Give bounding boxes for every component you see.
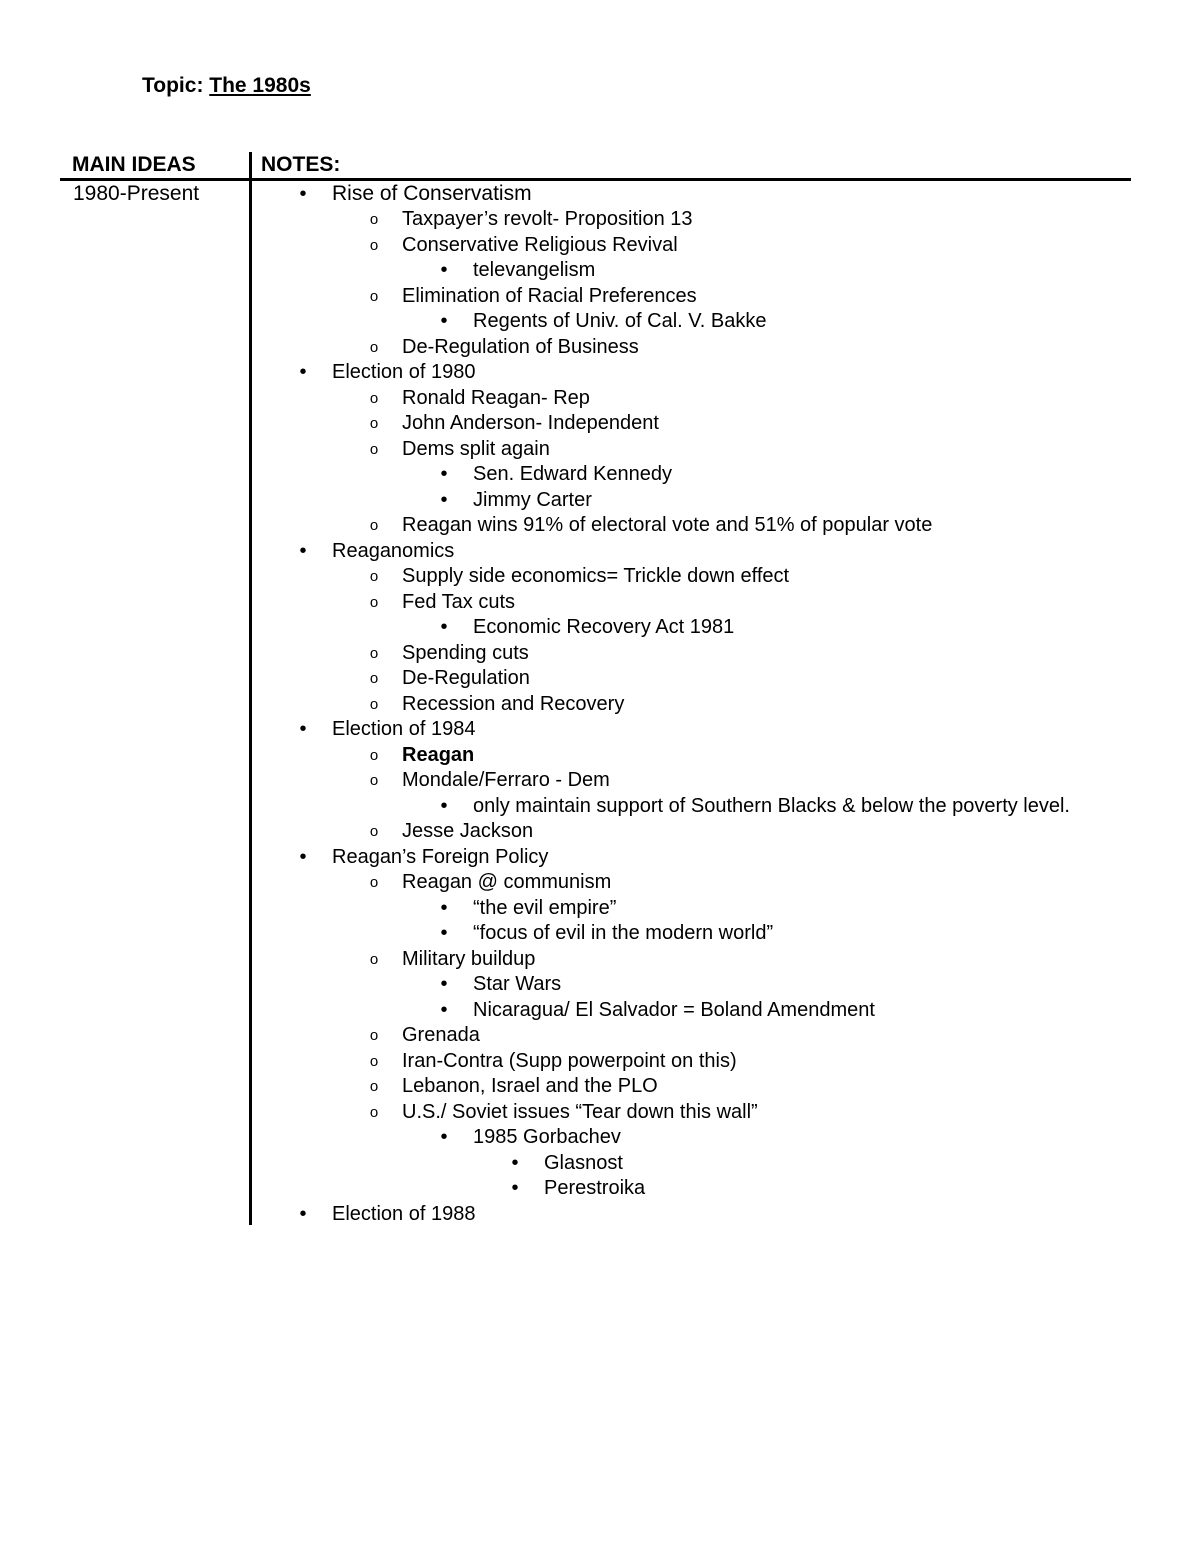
circle-bullet-icon: o (369, 236, 379, 254)
notes-header: NOTES: (261, 153, 341, 176)
note-item-level-3 (252, 258, 1200, 284)
note-text: Star Wars (473, 973, 562, 995)
note-text: Glasnost (544, 1151, 623, 1174)
note-item-level-2 (252, 768, 1200, 794)
circle-bullet-icon: o (369, 644, 379, 662)
note-item-level-2 (252, 743, 1200, 769)
note-text: Reagan’s Foreign Policy (332, 845, 549, 868)
note-text: De-Regulation (402, 667, 530, 689)
note-text: Military buildup (402, 947, 536, 970)
note-text: Recession and Recovery (402, 692, 625, 715)
circle-bullet-icon: o (369, 389, 379, 407)
topic-heading (142, 72, 311, 100)
note-item-level-1 (252, 360, 1200, 386)
bullet-icon: • (299, 845, 307, 868)
bullet-icon: • (440, 488, 448, 511)
note-text: only maintain support of Southern Blacks & below the poverty level. (473, 794, 1070, 817)
circle-bullet-icon: o (369, 415, 379, 432)
note-text: Grenada (402, 1024, 480, 1046)
note-text: Economic Recovery Act 1981 (473, 616, 735, 638)
note-item-level-3 (252, 615, 1200, 641)
note-text: Dems split again (402, 437, 550, 460)
note-text: Fed Tax cuts (402, 590, 516, 613)
note-text: Conservative Religious Revival (402, 233, 678, 256)
note-text: Nicaragua/ El Salvador = Boland Amendment (473, 998, 875, 1021)
note-text: John Anderson- Independent (402, 412, 659, 434)
topic-value: The 1980s (209, 74, 311, 97)
note-text: Spending cuts (402, 641, 529, 664)
note-item-level-2 (252, 870, 1200, 896)
note-text: De-Regulation of Business (402, 335, 639, 358)
note-item-level-2 (252, 590, 1200, 616)
topic-label: Topic: (142, 74, 210, 97)
note-item-level-4 (252, 1176, 1200, 1202)
circle-bullet-icon: o (369, 874, 379, 891)
note-item-level-2 (252, 1074, 1200, 1100)
circle-bullet-icon: o (369, 211, 379, 228)
note-item-level-2 (252, 666, 1200, 692)
bullet-icon: • (440, 922, 448, 944)
bullet-icon: • (511, 1177, 519, 1199)
circle-bullet-icon: o (369, 823, 379, 840)
note-text: U.S./ Soviet issues “Tear down this wall” (402, 1100, 758, 1123)
bullet-icon: • (440, 794, 448, 817)
circle-bullet-icon: o (369, 1103, 379, 1121)
circle-bullet-icon: o (369, 670, 379, 687)
note-item-level-1 (252, 181, 1200, 207)
circle-bullet-icon: o (369, 338, 379, 356)
note-text: Reagan (402, 743, 475, 766)
note-text: Iran-Contra (Supp powerpoint on this) (402, 1049, 737, 1072)
note-item-level-3 (252, 462, 1200, 488)
note-text: Reagan @ communism (402, 871, 612, 893)
bullet-icon: • (511, 1151, 519, 1174)
note-item-level-2 (252, 386, 1200, 412)
bullet-icon: • (440, 310, 448, 332)
note-item-level-2 (252, 437, 1200, 463)
note-item-level-2 (252, 284, 1200, 310)
note-item-level-3 (252, 488, 1200, 514)
circle-bullet-icon: o (369, 695, 379, 713)
bullet-icon: • (440, 896, 448, 919)
note-text: Reagan wins 91% of electoral vote and 51% of popular vote (402, 514, 933, 536)
note-text: 1985 Gorbachev (473, 1126, 621, 1148)
circle-bullet-icon: o (369, 772, 379, 789)
note-item-level-3 (252, 1125, 1200, 1151)
note-item-level-3 (252, 972, 1200, 998)
note-text: Elimination of Racial Preferences (402, 284, 697, 307)
bullet-icon: • (440, 259, 448, 281)
bullet-icon: • (440, 1126, 448, 1148)
main-ideas-header: MAIN IDEAS (72, 153, 196, 176)
note-item-level-3 (252, 921, 1200, 947)
bullet-icon: • (299, 718, 307, 740)
bullet-icon: • (440, 973, 448, 995)
note-text: Election of 1984 (332, 718, 476, 740)
circle-bullet-icon: o (369, 568, 379, 585)
note-item-level-3 (252, 998, 1200, 1024)
note-text: Sen. Edward Kennedy (473, 463, 673, 485)
note-text: “focus of evil in the modern world” (473, 922, 774, 944)
bullet-icon: • (299, 361, 307, 383)
circle-bullet-icon: o (369, 1078, 379, 1095)
circle-bullet-icon: o (369, 1027, 379, 1044)
note-item-level-2 (252, 819, 1200, 845)
bullet-icon: • (440, 616, 448, 638)
note-text: “the evil empire” (473, 896, 617, 919)
note-item-level-1 (252, 717, 1200, 743)
circle-bullet-icon: o (369, 517, 379, 534)
note-item-level-3 (252, 896, 1200, 922)
note-text: Reaganomics (332, 539, 455, 562)
note-item-level-1 (252, 1202, 1200, 1228)
note-text: Rise of Conservatism (332, 182, 532, 205)
bullet-icon: • (440, 998, 448, 1021)
note-item-level-2 (252, 641, 1200, 667)
note-item-level-1 (252, 845, 1200, 871)
note-item-level-2 (252, 564, 1200, 590)
note-item-level-2 (252, 411, 1200, 437)
note-item-level-2 (252, 947, 1200, 973)
note-text: Election of 1988 (332, 1202, 476, 1225)
note-text: Jesse Jackson (402, 820, 534, 842)
note-item-level-4 (252, 1151, 1200, 1177)
circle-bullet-icon: o (369, 1052, 379, 1070)
note-text: Lebanon, Israel and the PLO (402, 1075, 658, 1097)
circle-bullet-icon: o (369, 287, 379, 305)
note-text: Jimmy Carter (473, 488, 592, 511)
note-item-level-2 (252, 335, 1200, 361)
note-item-level-2 (252, 1049, 1200, 1075)
notes-list (252, 181, 1200, 1227)
note-text: Mondale/Ferraro - Dem (402, 769, 610, 791)
note-item-level-3 (252, 309, 1200, 335)
circle-bullet-icon: o (369, 593, 379, 611)
note-text: Ronald Reagan- Rep (402, 386, 590, 409)
note-item-level-3 (252, 794, 1200, 820)
note-item-level-2 (252, 692, 1200, 718)
note-text: Election of 1980 (332, 361, 476, 383)
circle-bullet-icon: o (369, 746, 379, 764)
bullet-icon: • (299, 539, 307, 562)
note-text: Perestroika (544, 1177, 646, 1199)
circle-bullet-icon: o (369, 950, 379, 968)
note-item-level-2 (252, 233, 1200, 259)
note-item-level-2 (252, 513, 1200, 539)
note-item-level-2 (252, 1023, 1200, 1049)
note-text: Regents of Univ. of Cal. V. Bakke (473, 310, 767, 332)
note-item-level-2 (252, 1100, 1200, 1126)
note-item-level-2 (252, 207, 1200, 233)
note-item-level-1 (252, 539, 1200, 565)
bullet-icon: • (299, 1202, 307, 1225)
note-text: Supply side economics= Trickle down effect (402, 565, 790, 587)
main-idea-date-range: 1980-Present (73, 182, 200, 205)
circle-bullet-icon: o (369, 440, 379, 458)
bullet-icon: • (440, 463, 448, 485)
bullet-icon: • (299, 183, 307, 205)
note-text: televangelism (473, 259, 596, 281)
note-text: Taxpayer’s revolt- Proposition 13 (402, 208, 693, 230)
